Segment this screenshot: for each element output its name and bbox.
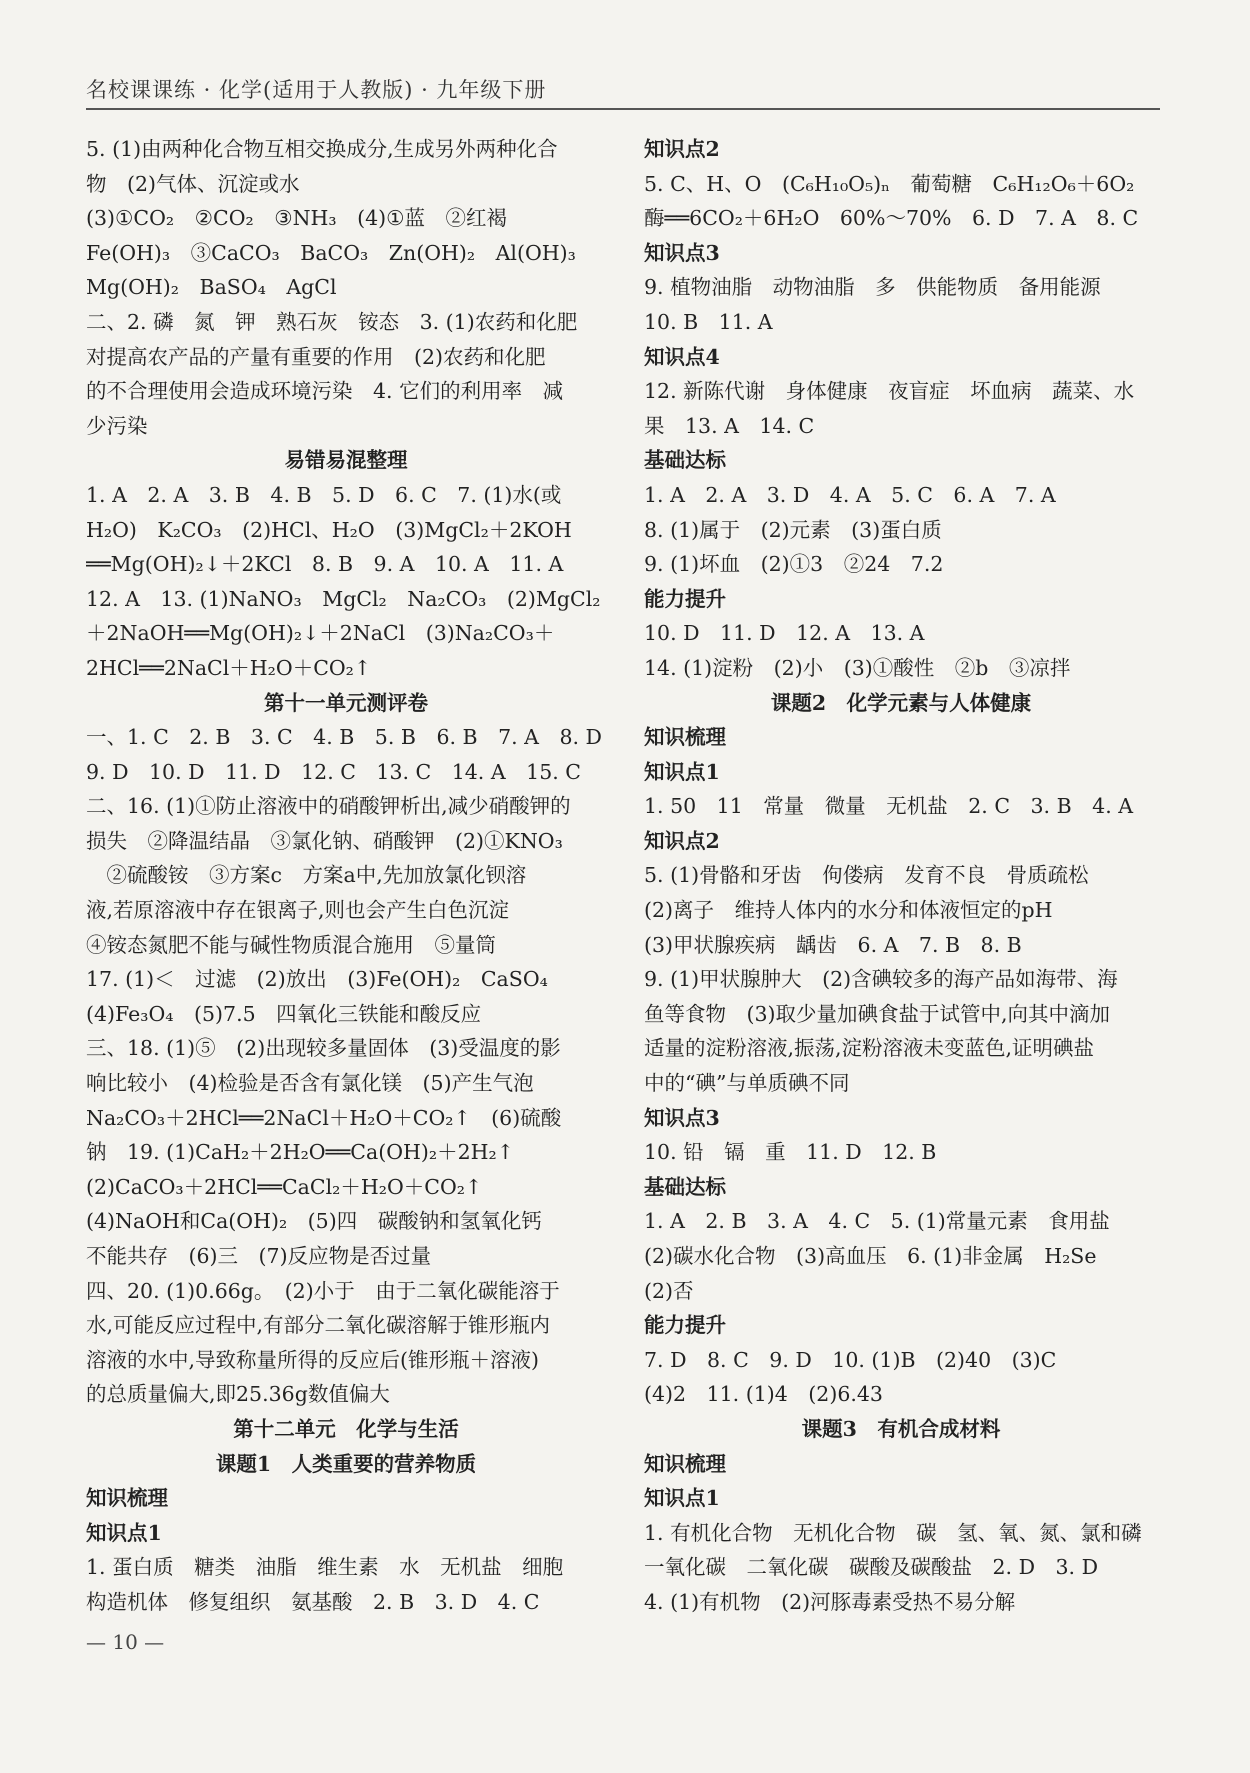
left-column (86, 132, 606, 1620)
answer-line: 损失 ②降温结晶 ③氯化钠、硝酸钾 (2)①KNO₃ (86, 828, 563, 853)
answer-line: 12. 新陈代谢 身体健康 夜盲症 坏血病 蔬菜、水 (644, 379, 1135, 404)
answer-line: 果 13. A 14. C (644, 413, 815, 438)
answer-line: 液,若原溶液中存在银离子,则也会产生白色沉淀 (86, 898, 510, 923)
answer-line: 构造机体 修复组织 氨基酸 2. B 3. D 4. C (86, 1589, 540, 1614)
answer-line: ②硫酸铵 ③方案c 方案a中,先加放氯化钡溶 (86, 863, 527, 888)
right-column (644, 132, 1158, 1620)
section-title: 第十二单元 化学与生活 (233, 1416, 459, 1441)
answer-line: 1. A 2. A 3. D 4. A 5. C 6. A 7. A (644, 482, 1056, 507)
answer-line: ＋2NaOH══Mg(OH)₂↓＋2NaCl (3)Na₂CO₃＋ (86, 621, 555, 646)
answer-line: 1. 蛋白质 糖类 油脂 维生素 水 无机盐 细胞 (86, 1555, 564, 1580)
answer-line: H₂O) K₂CO₃ (2)HCl、H₂O (3)MgCl₂＋2KOH (86, 517, 572, 542)
answer-line: (4)Fe₃O₄ (5)7.5 四氧化三铁能和酸反应 (86, 1001, 482, 1026)
answer-line: 9. D 10. D 11. D 12. C 13. C 14. A 15. C (86, 759, 581, 784)
answer-line: 14. (1)淀粉 (2)小 (3)①酸性 ②b ③凉拌 (644, 655, 1071, 680)
answer-line: (2)CaCO₃＋2HCl══CaCl₂＋H₂O＋CO₂↑ (86, 1174, 483, 1199)
page-number: — 10 — (86, 1630, 165, 1654)
subsection-heading: 知识点1 (86, 1520, 162, 1545)
answer-line: 一氧化碳 二氧化碳 碳酸及碳酸盐 2. D 3. D (644, 1555, 1099, 1580)
subsection-heading: 知识梳理 (86, 1486, 168, 1511)
answer-line: 5. (1)由两种化合物互相交换成分,生成另外两种化合 (86, 137, 558, 161)
answer-line: 2HCl══2NaCl＋H₂O＋CO₂↑ (86, 655, 372, 680)
answer-line: 1. 50 11 常量 微量 无机盐 2. C 3. B 4. A (644, 794, 1134, 819)
answer-line: 溶液的水中,导致称量所得的反应后(锥形瓶＋溶液) (86, 1347, 540, 1372)
answer-line: (4)2 11. (1)4 (2)6.43 (644, 1382, 883, 1407)
subsection-heading: 知识梳理 (644, 725, 726, 750)
answer-line: 酶══6CO₂＋6H₂O 60%～70% 6. D 7. A 8. C (644, 206, 1139, 231)
answer-line: 9. (1)甲状腺肿大 (2)含碘较多的海产品如海带、海 (644, 967, 1118, 992)
answer-line: (3)①CO₂ ②CO₂ ③NH₃ (4)①蓝 ②红褐 (86, 206, 508, 231)
answer-line: 1. A 2. B 3. A 4. C 5. (1)常量元素 食用盐 (644, 1209, 1110, 1234)
section-title: 第十一单元测评卷 (264, 690, 428, 715)
subsection-heading: 知识点3 (644, 240, 720, 265)
answer-line: 10. B 11. A (644, 309, 773, 334)
answer-line: 对提高农产品的产量有重要的作用 (2)农药和化肥 (86, 344, 546, 369)
subsection-heading: 能力提升 (644, 1313, 726, 1338)
subsection-heading: 知识点1 (644, 759, 720, 784)
answer-line: 17. (1)＜ 过滤 (2)放出 (3)Fe(OH)₂ CaSO₄ (86, 967, 548, 992)
subsection-heading: 知识点1 (644, 1486, 720, 1511)
subsection-heading: 知识点2 (644, 137, 720, 161)
answer-line: (4)NaOH和Ca(OH)₂ (5)四 碳酸钠和氢氧化钙 (86, 1209, 542, 1234)
answer-line: Fe(OH)₃ ③CaCO₃ BaCO₃ Zn(OH)₂ Al(OH)₃ (86, 240, 576, 265)
answer-line: 10. D 11. D 12. A 13. A (644, 621, 925, 646)
answer-line: 1. 有机化合物 无机化合物 碳 氢、氧、氮、氯和磷 (644, 1520, 1142, 1545)
answer-line: 适量的淀粉溶液,振荡,淀粉溶液未变蓝色,证明碘盐 (644, 1036, 1095, 1061)
answer-line: 水,可能反应过程中,有部分二氧化碳溶解于锥形瓶内 (86, 1313, 551, 1338)
answer-line: 一、1. C 2. B 3. C 4. B 5. B 6. B 7. A 8. D (86, 725, 602, 750)
answer-line: 9. (1)坏血 (2)①3 ②24 7.2 (644, 552, 944, 577)
subsection-heading: 基础达标 (644, 448, 726, 473)
answer-line: 5. (1)骨骼和牙齿 佝偻病 发育不良 骨质疏松 (644, 863, 1089, 888)
subsection-heading: 能力提升 (644, 586, 726, 611)
answer-line: (2)否 (644, 1278, 694, 1303)
subsection-heading: 基础达标 (644, 1174, 726, 1199)
answer-line: Mg(OH)₂ BaSO₄ AgCl (86, 275, 337, 300)
header-rule (86, 108, 1160, 110)
answer-line: 的不合理使用会造成环境污染 4. 它们的利用率 减 (86, 379, 564, 404)
answer-line: 三、18. (1)⑤ (2)出现较多量固体 (3)受温度的影 (86, 1036, 561, 1061)
answer-line: 物 (2)气体、沉淀或水 (86, 171, 300, 196)
answer-line: 12. A 13. (1)NaNO₃ MgCl₂ Na₂CO₃ (2)MgCl₂ (86, 586, 601, 611)
answer-line: 9. 植物油脂 动物油脂 多 供能物质 备用能源 (644, 275, 1101, 300)
answer-line: 鱼等食物 (3)取少量加碘食盐于试管中,向其中滴加 (644, 1001, 1111, 1026)
section-title: 课题1 人类重要的营养物质 (215, 1451, 477, 1476)
answer-line: 中的“碘”与单质碘不同 (644, 1071, 850, 1096)
answer-line: 4. (1)有机物 (2)河豚毒素受热不易分解 (644, 1589, 1016, 1614)
subsection-heading: 知识点2 (644, 828, 720, 853)
section-title: 易错易混整理 (284, 448, 408, 473)
answer-line: ══Mg(OH)₂↓＋2KCl 8. B 9. A 10. A 11. A (86, 552, 564, 577)
section-title: 课题3 有机合成材料 (801, 1416, 1001, 1441)
answer-line: (2)碳水化合物 (3)高血压 6. (1)非金属 H₂Se (644, 1244, 1097, 1268)
subsection-heading: 知识点3 (644, 1105, 720, 1130)
answer-line: 10. 铅 镉 重 11. D 12. B (644, 1140, 937, 1165)
section-title: 课题2 化学元素与人体健康 (770, 690, 1032, 715)
answer-line: 8. (1)属于 (2)元素 (3)蛋白质 (644, 517, 942, 542)
answer-line: 二、2. 磷 氮 钾 熟石灰 铵态 3. (1)农药和化肥 (86, 309, 578, 334)
answer-line: 1. A 2. A 3. B 4. B 5. D 6. C 7. (1)水(或 (86, 482, 562, 507)
answer-line: 的总质量偏大,即25.36g数值偏大 (86, 1382, 390, 1407)
answer-line: 四、20. (1)0.66g。 (2)小于 由于二氧化碳能溶于 (86, 1278, 560, 1303)
page-header: 名校课课练 · 化学(适用于人教版) · 九年级下册 (86, 78, 547, 102)
answer-line: ④铵态氮肥不能与碱性物质混合施用 ⑤量筒 (86, 932, 496, 957)
answer-line: 少污染 (86, 413, 148, 438)
subsection-heading: 知识点4 (644, 344, 720, 369)
answer-line: 二、16. (1)①防止溶液中的硝酸钾析出,减少硝酸钾的 (86, 794, 571, 819)
answer-line: 不能共存 (6)三 (7)反应物是否过量 (86, 1244, 432, 1268)
answer-line: Na₂CO₃＋2HCl══2NaCl＋H₂O＋CO₂↑ (6)硫酸 (86, 1105, 562, 1130)
answer-line: 5. C、H、O (C₆H₁₀O₅)ₙ 葡萄糖 C₆H₁₂O₆＋6O₂ (644, 171, 1135, 196)
answer-line: 响比较小 (4)检验是否含有氯化镁 (5)产生气泡 (86, 1071, 534, 1096)
answer-line: 7. D 8. C 9. D 10. (1)B (2)40 (3)C (644, 1347, 1057, 1372)
subsection-heading: 知识梳理 (644, 1451, 726, 1476)
answer-line: (2)离子 维持人体内的水分和体液恒定的pH (644, 898, 1053, 923)
answer-line: (3)甲状腺疾病 龋齿 6. A 7. B 8. B (644, 932, 1022, 957)
answer-line: 钠 19. (1)CaH₂＋2H₂O══Ca(OH)₂＋2H₂↑ (86, 1140, 514, 1165)
